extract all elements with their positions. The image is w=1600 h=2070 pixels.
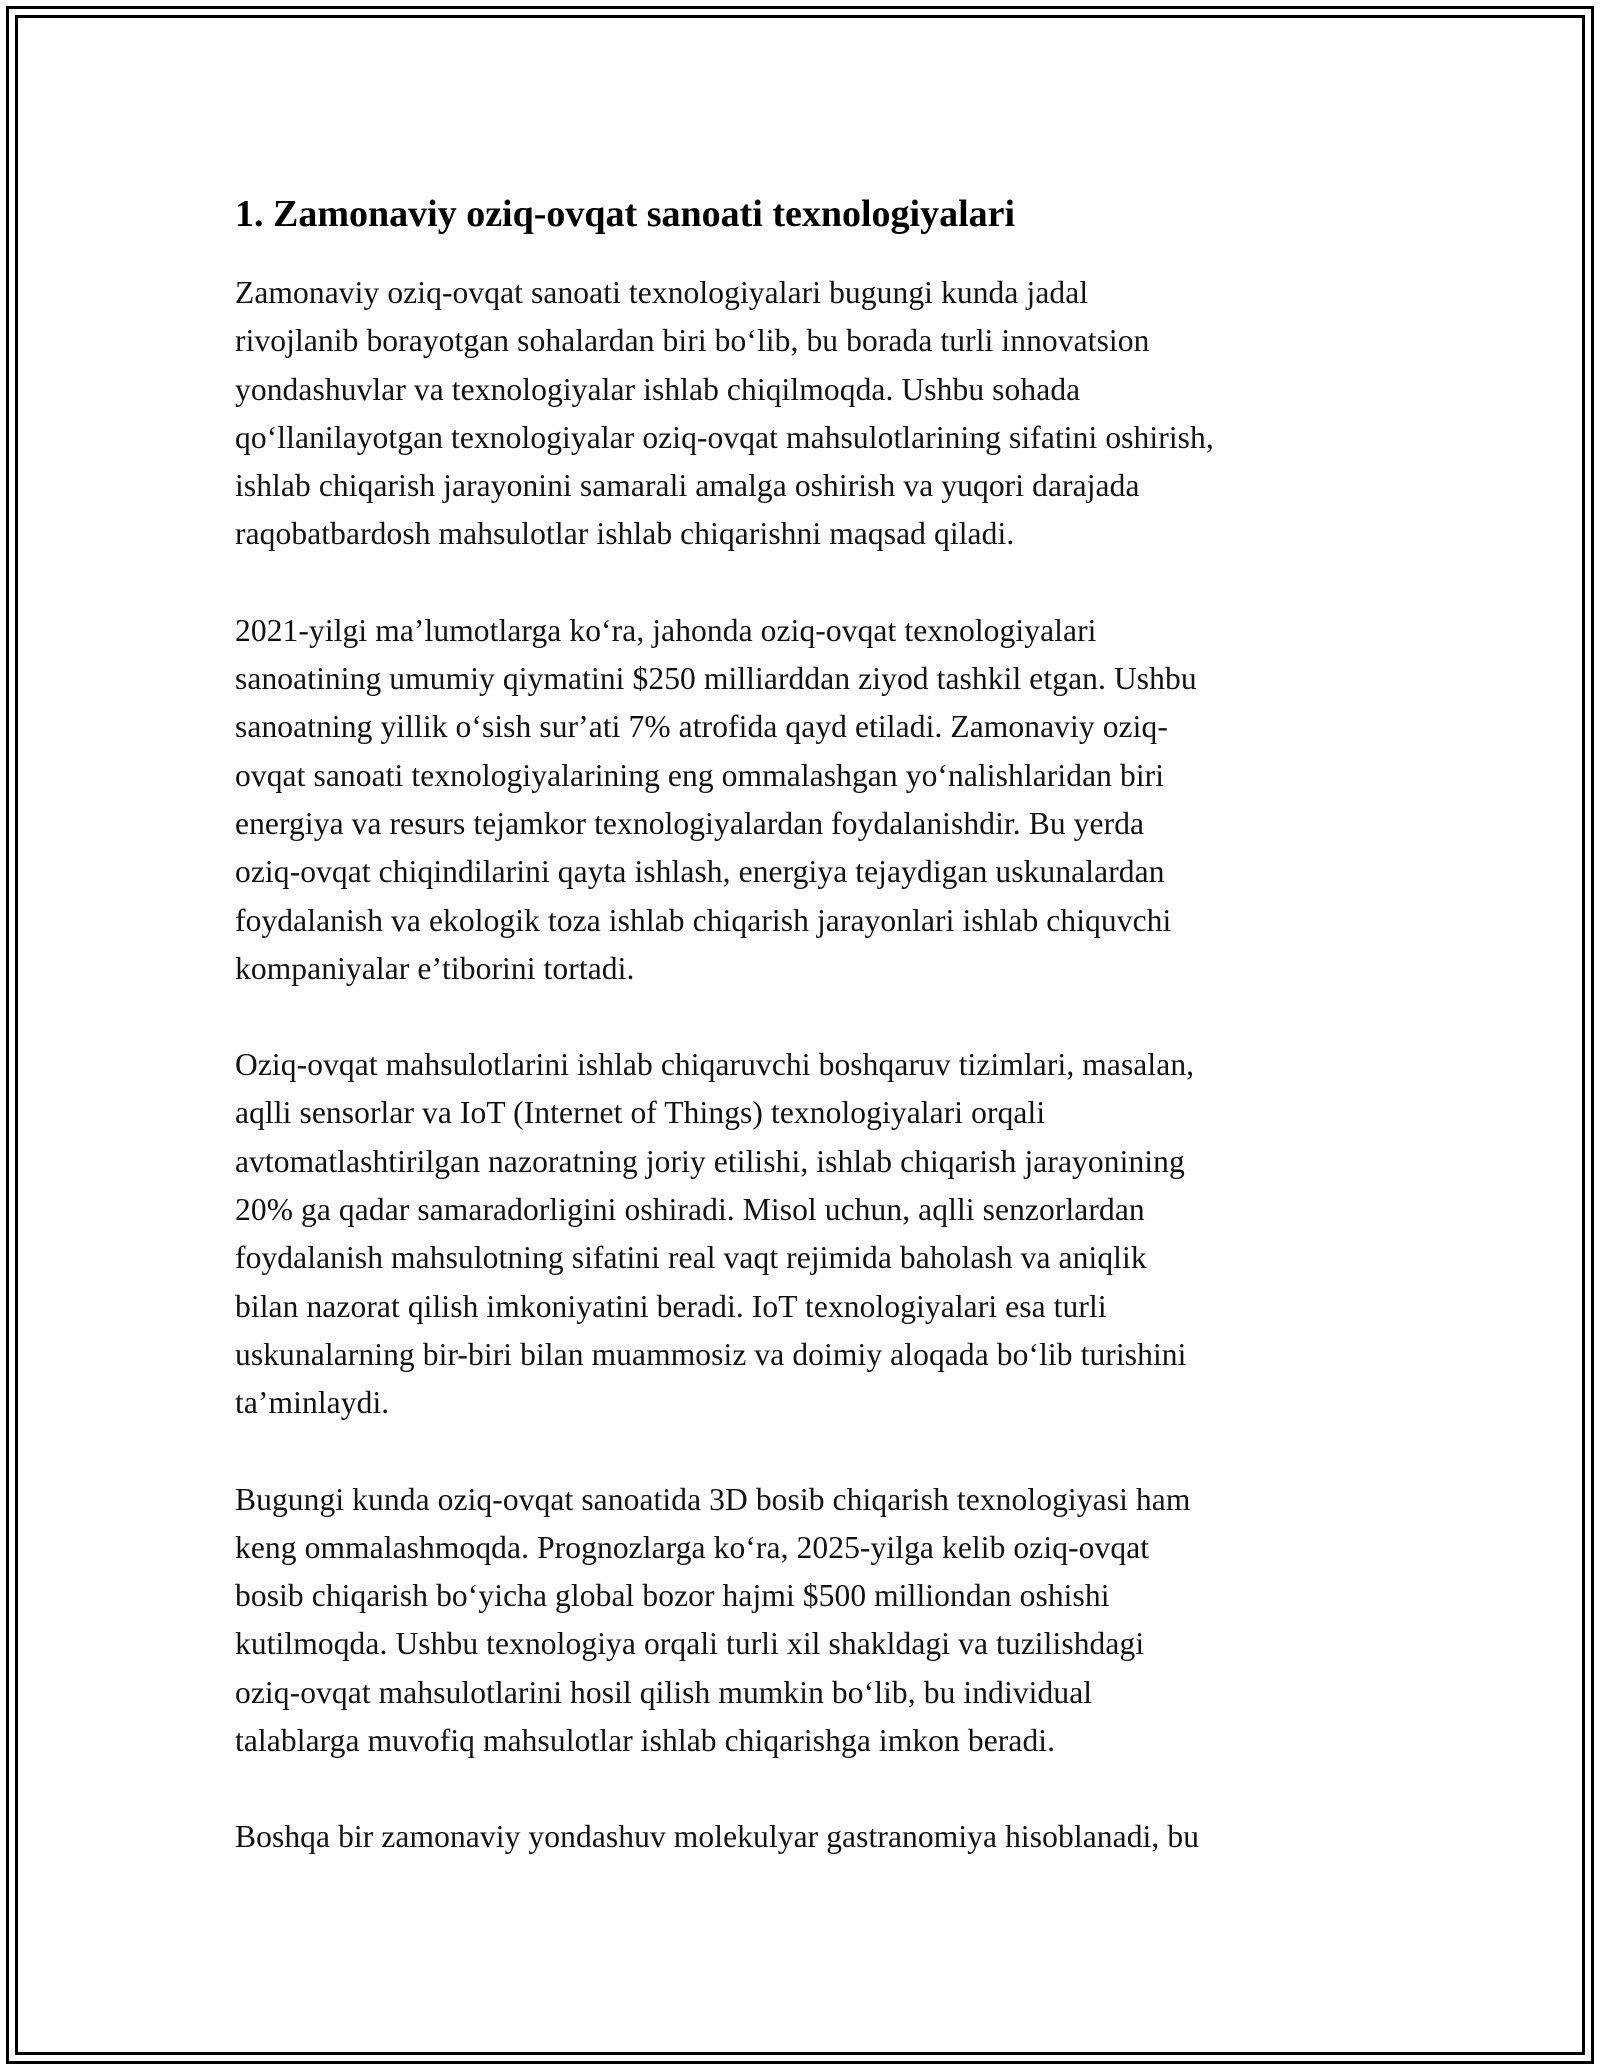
document-body <box>235 190 1385 1910</box>
paragraph-molecular-gastronomy: Boshqa bir zamonaviy yondashuv molekulyar gastranomiya hisoblanadi, bu <box>235 1819 1200 1855</box>
paragraph-iot-sensors: Oziq-ovqat mahsulotlarini ishlab chiqaruvchi boshqaruv tizimlari, masalan, aqlli sensorlar va IoT (Internet of Things) texnologiyalari orqali avtomatlashtirilgan nazoratning joriy etilishi, ishlab chiqarish jarayonining 20% ga qadar samaradorligini oshiradi. Misol uchun, aqlli senzorlardan foydalanish mahsulotning sifatini real vaqt rejimida baholash va aniqlik bilan nazorat qilish imkoniyatini beradi. IoT texnologiyalari esa turli uskunalarning bir-biri bilan muammosiz va doimiy aloqada boʻlib turishini taʼminlaydi. <box>235 1047 1195 1421</box>
paragraph-3d-printing: Bugungi kunda oziq-ovqat sanoatida 3D bosib chiqarish texnologiyasi ham keng ommalashmoqda. Prognozlarga koʻra, 2025-yilga kelib oziq-ovqat bosib chiqarish boʻyicha global bozor hajmi $500 milliondan oshishi kutilmoqda. Ushbu texnologiya orqali turli xil shakldagi va tuzilishdagi oziq-ovqat mahsulotlarini hosil qilish mumkin boʻlib, bu individual talablarga muvofiq mahsulotlar ishlab chiqarishga imkon beradi. <box>235 1481 1191 1759</box>
paragraph-intro: Zamonaviy oziq-ovqat sanoati texnologiyalari bugungi kunda jadal rivojlanib borayotgan sohalardan biri boʻlib, bu borada turli innovatsion yondashuvlar va texnologiyalar ishlab chiqilmoqda. Ushbu sohada qoʻllanilayotgan texnologiyalar oziq-ovqat mahsulotlarining sifatini oshirish, ishlab chiqarish jarayonini samarali amalga oshirish va yuqori darajada raqobatbardosh mahsulotlar ishlab chiqarishni maqsad qiladi. <box>235 275 1214 552</box>
section-heading: 1. Zamonaviy oziq-ovqat sanoati texnologiyalari <box>235 193 1016 235</box>
paragraph-market-stats: 2021-yilgi maʼlumotlarga koʻra, jahonda oziq-ovqat texnologiyalari sanoatining umumiy qiymatini $250 milliarddan ziyod tashkil etgan. Ushbu sanoatning yillik oʻsish surʼati 7% atrofida qayd etiladi. Zamonaviy oziq- ovqat sanoati texnologiyalarining eng ommalashgan yoʻnalishlaridan biri energiya va resurs tejamkor texnologiyalardan foydalanishdir. Bu yerda oziq-ovqat chiqindilarini qayta ishlash, energiya tejaydigan uskunalardan foydalanish va ekologik toza ishlab chiqarish jarayonlari ishlab chiquvchi kompaniyalar eʼtiborini tortadi. <box>235 612 1197 986</box>
